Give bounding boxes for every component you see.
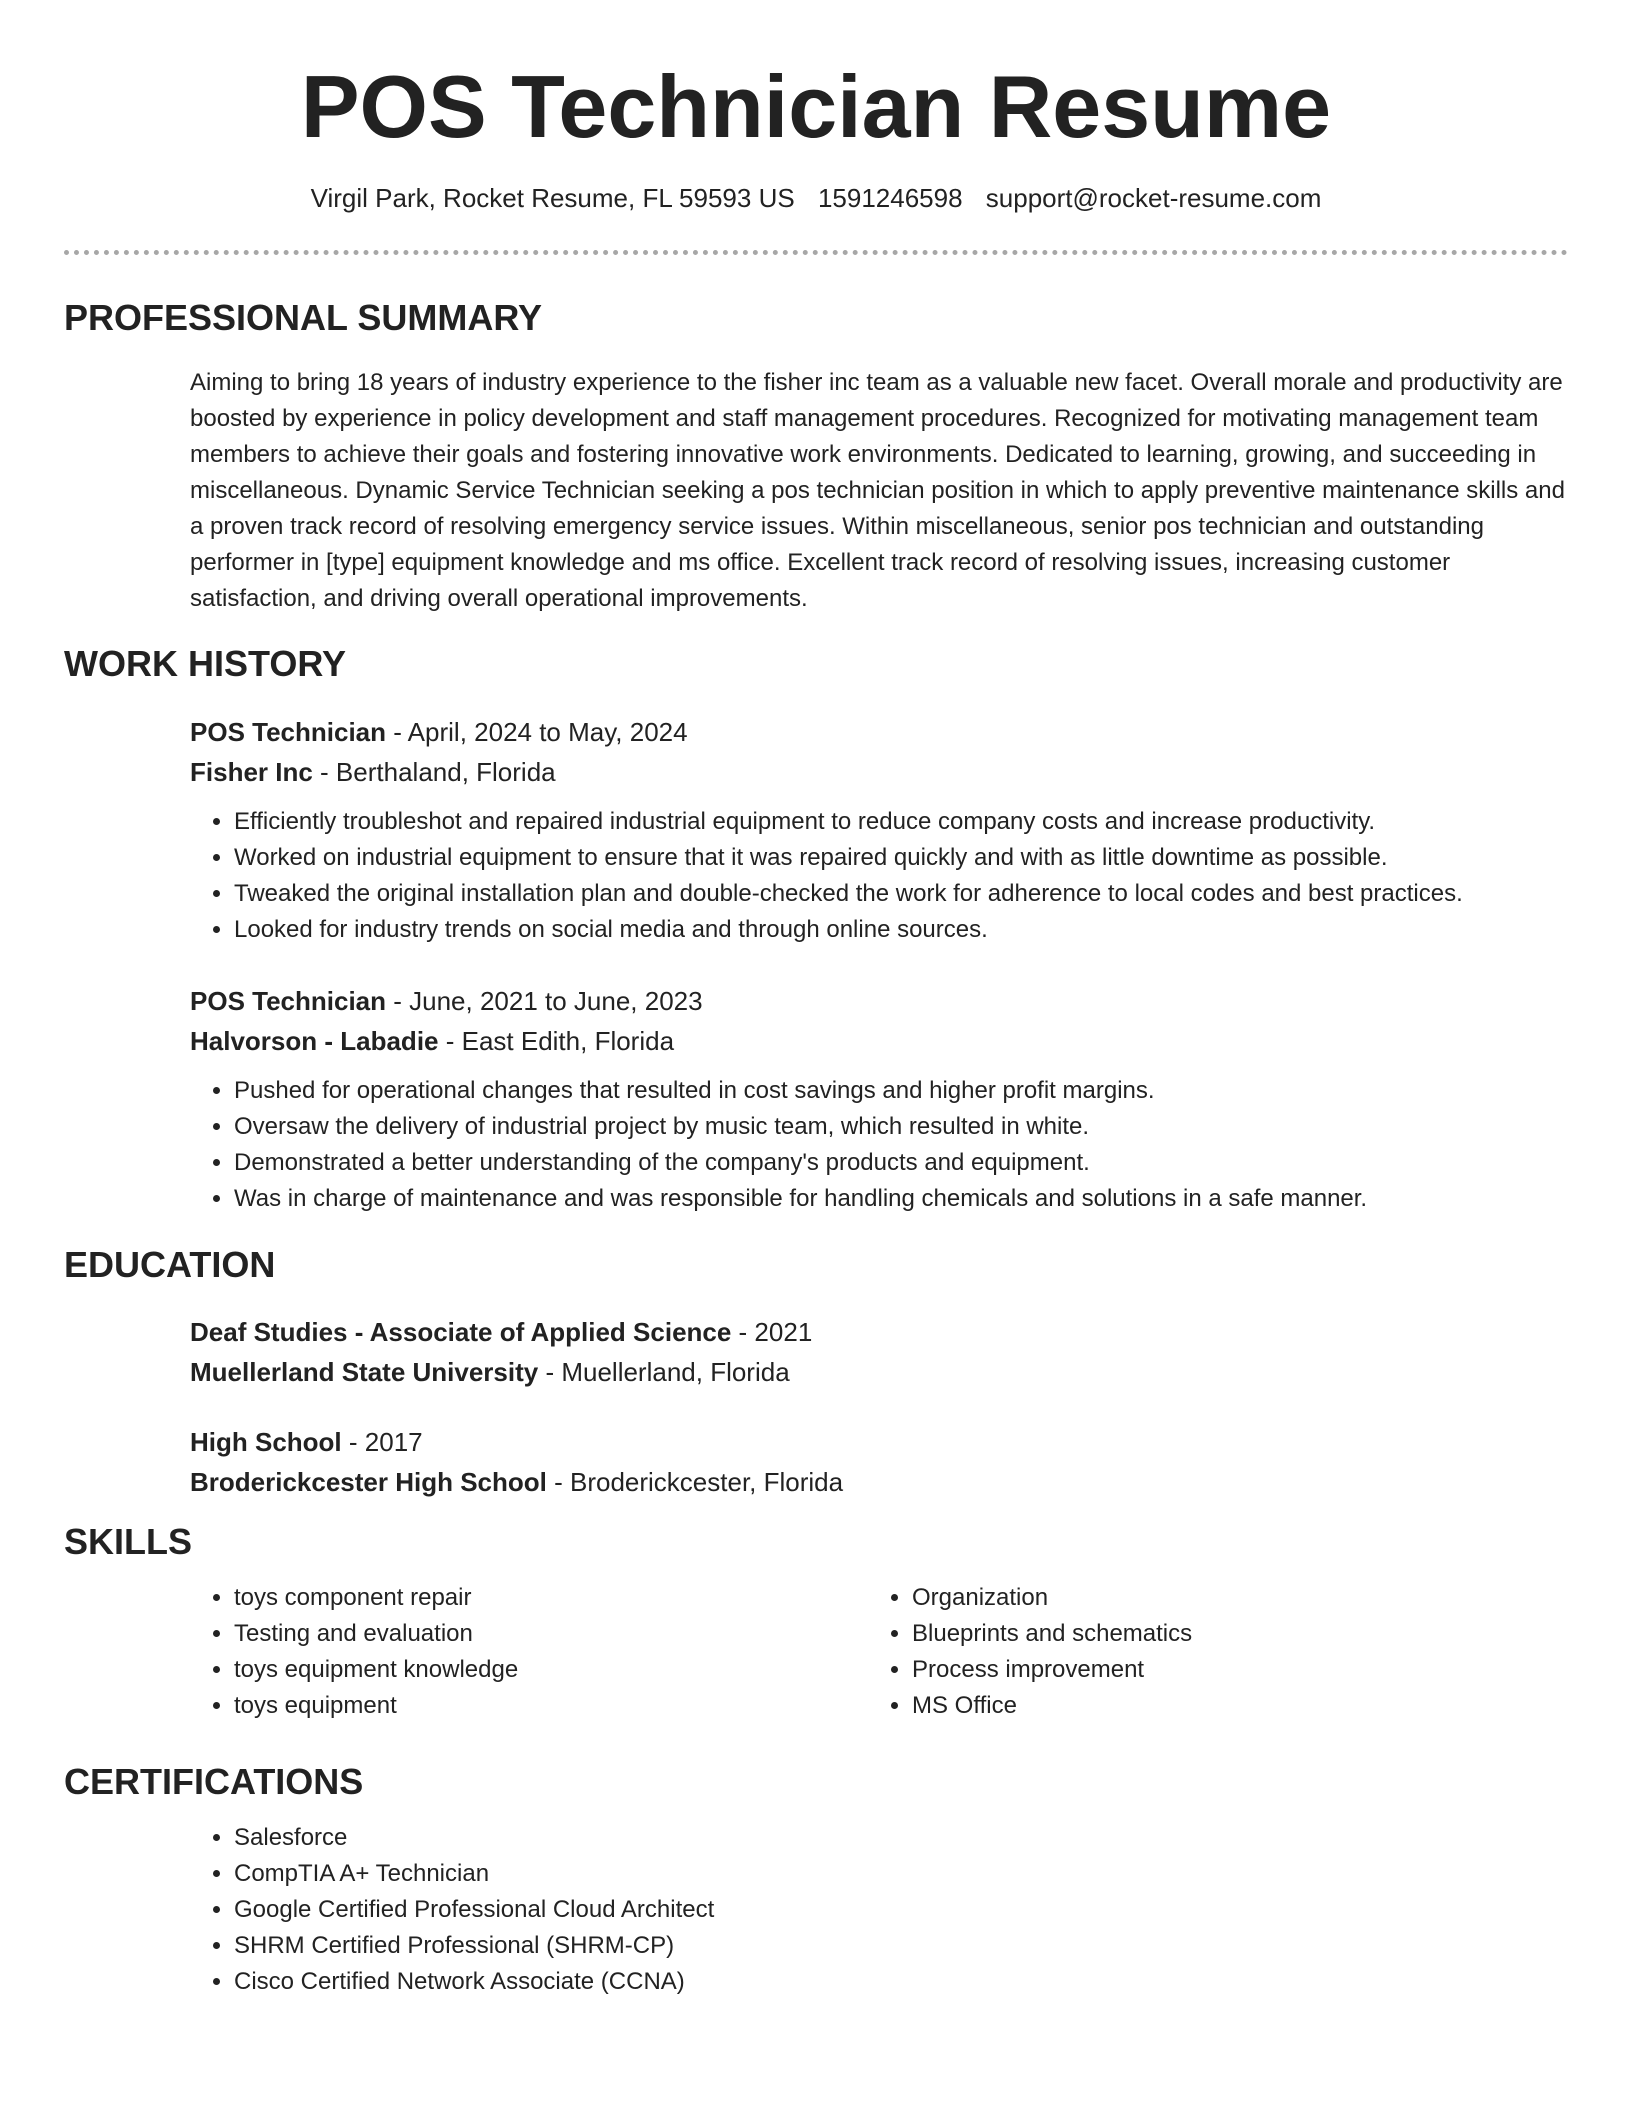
education-school: Broderickcester High School xyxy=(190,1467,547,1497)
education-school-line xyxy=(190,1352,1570,1392)
job-bullet: • Looked for industry trends on social media and through online sources. xyxy=(234,912,1570,948)
summary-text: Aiming to bring 18 years of industry experience to the fisher inc team as a valuable new facet. Overall morale and productivity are boosted by experience in policy development and staff management procedures. Recognized for motivating management team members to achieve their goals and fostering innovative work environments. Dedicated to learning, growing, and succeeding in miscellaneous. Dynamic Service Technician seeking a pos technician position in which to apply preventive maintenance skills and a proven track record of resolving emergency service issues. Within miscellaneous, senior pos technician and outstanding performer in [type] equipment knowledge and ms office. Excellent track record of resolving issues, increasing customer satisfaction, and driving overall operational improvements. xyxy=(190,369,1565,612)
certifications-block xyxy=(190,1820,1570,2000)
education-entry xyxy=(190,1422,1570,1502)
contact-phone: 1591246598 xyxy=(817,183,963,213)
skills-right-column xyxy=(868,1580,1488,1724)
skill-item: • toys equipment xyxy=(234,1688,810,1724)
job-title: POS Technician xyxy=(190,717,387,747)
education-degree-line xyxy=(190,1422,1570,1462)
certification-item: • Google Certified Professional Cloud Architect xyxy=(234,1892,1570,1928)
job-entry xyxy=(190,712,1570,948)
resume-title: POS Technician Resume xyxy=(300,57,1332,156)
education-entry xyxy=(190,1312,1570,1392)
job-entry xyxy=(190,981,1570,1217)
contact-email: support@rocket-resume.com xyxy=(985,183,1322,213)
job-bullets xyxy=(190,1073,1570,1217)
education-year: - 2017 xyxy=(341,1427,423,1457)
skill-item: • Process improvement xyxy=(912,1652,1488,1688)
skill-item: • Organization xyxy=(912,1580,1488,1616)
certification-item: • Cisco Certified Network Associate (CCNA) xyxy=(234,1964,1570,2000)
education-school: Muellerland State University xyxy=(190,1357,539,1387)
summary-heading: PROFESSIONAL SUMMARY xyxy=(64,297,543,338)
education-degree: Deaf Studies - Associate of Applied Science xyxy=(190,1317,732,1347)
skills-left-column xyxy=(190,1580,810,1724)
skill-item: • toys component repair xyxy=(234,1580,810,1616)
education-school-line xyxy=(190,1462,1570,1502)
job-bullet: • Worked on industrial equipment to ensure that it was repaired quickly and with as little downtime as possible. xyxy=(234,840,1570,876)
certifications-heading: CERTIFICATIONS xyxy=(64,1761,364,1802)
job-company: Halvorson - Labadie xyxy=(190,1026,439,1056)
education-degree-line xyxy=(190,1312,1570,1352)
job-bullet: • Was in charge of maintenance and was responsible for handling chemicals and solutions in a safe manner. xyxy=(234,1181,1570,1217)
job-company-line xyxy=(190,752,1570,792)
job-dates: - April, 2024 to May, 2024 xyxy=(386,717,688,747)
header-divider xyxy=(64,250,1568,255)
certification-item: • CompTIA A+ Technician xyxy=(234,1856,1570,1892)
job-location: - East Edith, Florida xyxy=(438,1026,675,1056)
skills-heading: SKILLS xyxy=(64,1521,193,1562)
work-history-heading: WORK HISTORY xyxy=(64,643,347,684)
job-location: - Berthaland, Florida xyxy=(312,757,556,787)
job-dates: - June, 2021 to June, 2023 xyxy=(386,986,703,1016)
certification-item: • SHRM Certified Professional (SHRM-CP) xyxy=(234,1928,1570,1964)
job-bullet: • Pushed for operational changes that resulted in cost savings and higher profit margins. xyxy=(234,1073,1570,1109)
job-title-line xyxy=(190,981,1570,1021)
job-title-line xyxy=(190,712,1570,752)
job-bullet: • Oversaw the delivery of industrial project by music team, which resulted in white. xyxy=(234,1109,1570,1145)
education-year: - 2021 xyxy=(731,1317,813,1347)
job-bullet: • Demonstrated a better understanding of the company's products and equipment. xyxy=(234,1145,1570,1181)
job-company: Fisher Inc xyxy=(190,757,313,787)
job-bullet: • Efficiently troubleshot and repaired industrial equipment to reduce company costs and increase productivity. xyxy=(234,804,1570,840)
skill-item: • Blueprints and schematics xyxy=(912,1616,1488,1652)
skills-list xyxy=(190,1580,810,1724)
certification-item: • Salesforce xyxy=(234,1820,1570,1856)
certifications-list xyxy=(190,1820,1570,2000)
skill-item: • toys equipment knowledge xyxy=(234,1652,810,1688)
job-bullet: • Tweaked the original installation plan and double-checked the work for adherence to local codes and best practices. xyxy=(234,876,1570,912)
contact-line xyxy=(0,180,1632,216)
education-location: - Muellerland, Florida xyxy=(538,1357,790,1387)
job-company-line xyxy=(190,1021,1570,1061)
skills-list xyxy=(868,1580,1488,1724)
education-location: - Broderickcester, Florida xyxy=(546,1467,844,1497)
education-heading: EDUCATION xyxy=(64,1244,276,1285)
skill-item: • Testing and evaluation xyxy=(234,1616,810,1652)
job-bullets xyxy=(190,804,1570,948)
job-title: POS Technician xyxy=(190,986,387,1016)
contact-address: Virgil Park, Rocket Resume, FL 59593 US xyxy=(310,183,795,213)
education-degree: High School xyxy=(190,1427,342,1457)
skill-item: • MS Office xyxy=(912,1688,1488,1724)
